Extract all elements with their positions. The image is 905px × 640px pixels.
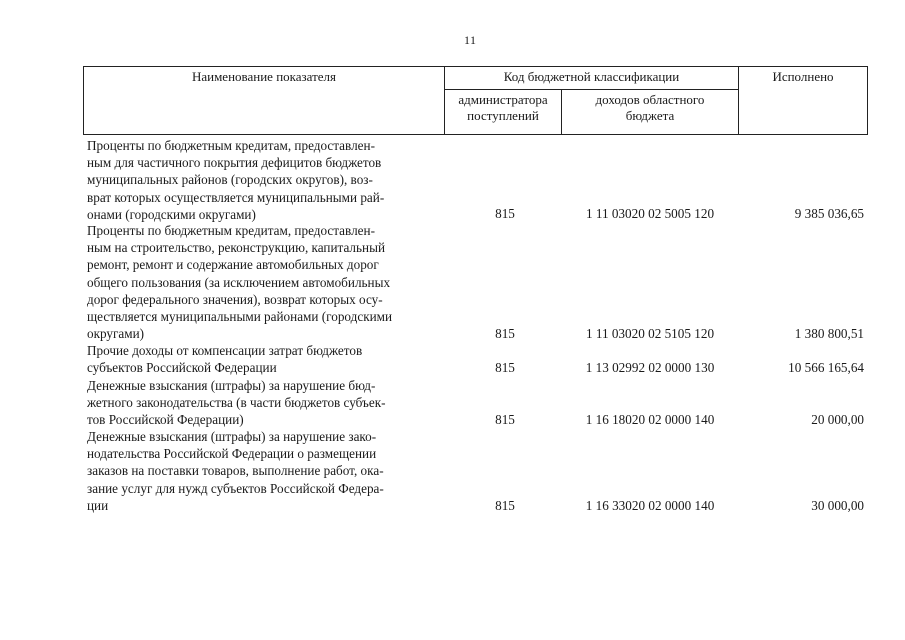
header-admin-column: [445, 92, 561, 124]
row-description-line: ции: [87, 497, 109, 513]
header-code-group-underline: [444, 89, 738, 90]
row-description-line: Проценты по бюджетным кредитам, предоставлен-: [87, 138, 375, 153]
row-description-line: Денежные взыскания (штрафы) за нарушение зако-: [87, 429, 377, 444]
page-number: 11: [464, 33, 477, 47]
row-description-line: дорог федерального значения), возврат которых осу-: [87, 291, 383, 307]
row-description-line: субъектов Российской Федерации: [87, 360, 277, 376]
row-amount: 1 380 800,51: [794, 326, 864, 341]
row-admin-code: 815: [495, 412, 515, 427]
row-description-line: онами (городскими округами): [87, 206, 256, 222]
row-amount: 9 385 036,65: [794, 206, 864, 221]
row-admin-code: 815: [495, 360, 515, 375]
row-description: [87, 377, 440, 429]
row-description-line: общего пользования (за исключением автомобильных: [87, 274, 391, 290]
row-description: [87, 137, 440, 223]
row-description-line: ным для частичного покрытия дефицитов бюджетов: [87, 155, 382, 171]
row-admin-code: 815: [495, 498, 515, 513]
row-admin-code: 815: [495, 326, 515, 341]
row-income-code: 1 16 18020 02 0000 140: [585, 412, 715, 427]
header-bottom-border: [83, 134, 868, 135]
row-description: [87, 428, 440, 514]
row-description-line: ным на строительство, реконструкцию, капитальный: [87, 240, 385, 256]
header-income-line-2: бюджета: [625, 108, 675, 123]
row-description-line: нодательства Российской Федерации о размещении: [87, 446, 377, 462]
row-description-line: ремонт, ремонт и содержание автомобильных дорог: [87, 257, 379, 273]
row-description-line: тов Российской Федерации): [87, 412, 244, 428]
header-top-border: [83, 66, 868, 67]
row-description-line: ществляется муниципальными районами (городскими: [87, 309, 393, 325]
header-name-column: Наименование показателя: [191, 69, 337, 84]
row-description-line: врат которых осуществляется муниципальными рай-: [87, 189, 385, 205]
row-income-code: 1 13 02992 02 0000 130: [585, 360, 715, 375]
row-description-line: округами): [87, 326, 145, 342]
row-amount: 10 566 165,64: [788, 360, 864, 375]
row-income-code: 1 16 33020 02 0000 140: [585, 498, 715, 513]
row-description-line: Денежные взыскания (штрафы) за нарушение бюд-: [87, 378, 376, 393]
row-amount: 20 000,00: [811, 412, 864, 427]
row-amount: 30 000,00: [811, 498, 864, 513]
header-income-column: [562, 92, 738, 124]
header-admin-line-2: поступлений: [467, 108, 539, 123]
row-description-line: Прочие доходы от компенсации затрат бюджетов: [87, 343, 363, 358]
row-description: [87, 222, 440, 342]
row-description-line: муниципальных районов (городских округов), воз-: [87, 172, 373, 188]
row-description-line: зание услуг для нужд субъектов Российской Федера-: [87, 480, 384, 496]
row-admin-code: 815: [495, 206, 515, 221]
header-executed-column: Исполнено: [772, 69, 834, 84]
row-description-line: Проценты по бюджетным кредитам, предоставлен-: [87, 223, 375, 238]
row-description-line: заказов на поставки товаров, выполнение работ, ока-: [87, 463, 384, 479]
row-description-line: жетного законодательства (в части бюджетов субъек-: [87, 395, 386, 411]
row-income-code: 1 11 03020 02 5105 120: [585, 326, 715, 341]
row-description: [87, 342, 440, 376]
header-right-border: [867, 66, 868, 135]
header-admin-line-1: администратора: [458, 92, 548, 107]
row-income-code: 1 11 03020 02 5005 120: [585, 206, 715, 221]
header-income-line-1: доходов областного: [595, 92, 705, 107]
header-code-group: Код бюджетной классификации: [503, 69, 680, 84]
